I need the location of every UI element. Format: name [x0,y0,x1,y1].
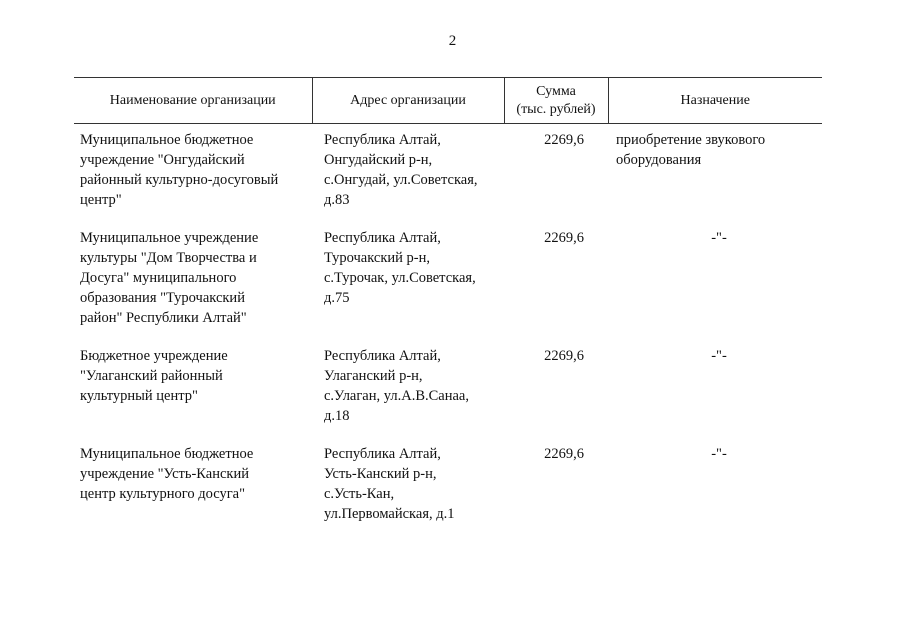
cell-text: оборудования [616,152,702,168]
cell-text: центр" [80,192,122,208]
header-organization: Наименование организации [74,78,312,124]
header-address: Адрес организации [312,78,504,124]
header-purpose: Назначение [608,78,822,124]
table-body [74,124,822,543]
cell-address [312,444,504,542]
cell-address [312,124,504,229]
cell-text: Муниципальное бюджетное [80,132,254,148]
cell-text: д.75 [324,290,350,306]
cell-purpose [608,444,822,542]
cell-sum: 2269,6 [544,132,584,148]
cell-text: Улаганский р-н, [324,368,423,384]
cell-text: Турочакский р-н, [324,250,431,266]
cell-text: с.Турочак, ул.Советская, [324,270,476,286]
cell-text: учреждение "Онгудайский [80,152,245,168]
cell-sum: 2269,6 [544,446,584,462]
cell-text: Досуга" муниципального [80,270,237,286]
cell-text: -"- [711,446,727,462]
cell-text: с.Улаган, ул.А.В.Санаа, [324,388,469,404]
cell-address [312,228,504,346]
cell-purpose [608,124,822,229]
cell-text: Муниципальное учреждение [80,230,259,246]
cell-text: д.83 [324,192,350,208]
cell-sum: 2269,6 [544,348,584,364]
table-row [74,124,822,229]
header-sum [504,78,608,124]
cell-purpose [608,228,822,346]
header-sum-line2: (тыс. рублей) [516,101,596,117]
cell-text: приобретение звукового [616,132,766,148]
table-row [74,346,822,444]
cell-text: "Улаганский районный [80,368,223,384]
organizations-table [74,77,822,542]
cell-text: культуры "Дом Творчества и [80,250,257,266]
cell-text: Усть-Канский р-н, [324,466,437,482]
cell-text: д.18 [324,408,350,424]
cell-text: Муниципальное бюджетное [80,446,254,462]
cell-text: Республика Алтай, [324,230,441,246]
cell-text: учреждение "Усть-Канский [80,466,249,482]
cell-text: -"- [711,348,727,364]
cell-text: культурный центр" [80,388,198,404]
cell-organization [74,346,312,444]
header-sum-line1: Сумма [536,83,576,99]
cell-text: Республика Алтай, [324,132,441,148]
table-header-row [74,78,822,124]
cell-text: Республика Алтай, [324,348,441,364]
cell-text: районный культурно-досуговый [80,172,279,188]
table-row [74,444,822,542]
cell-sum: 2269,6 [544,230,584,246]
cell-text: с.Усть-Кан, [324,486,395,502]
cell-text: центр культурного досуга" [80,486,245,502]
page-number: 2 [448,33,457,49]
cell-address [312,346,504,444]
cell-text: -"- [711,230,727,246]
cell-text: ул.Первомайская, д.1 [324,506,455,522]
cell-organization [74,124,312,229]
cell-organization [74,228,312,346]
cell-text: образования "Турочакский [80,290,245,306]
cell-text: Бюджетное учреждение [80,348,228,364]
cell-text: с.Онгудай, ул.Советская, [324,172,478,188]
cell-purpose [608,346,822,444]
cell-text: Республика Алтай, [324,446,441,462]
cell-text: район" Республики Алтай" [80,310,247,326]
table-row [74,228,822,346]
cell-organization [74,444,312,542]
cell-text: Онгудайский р-н, [324,152,433,168]
